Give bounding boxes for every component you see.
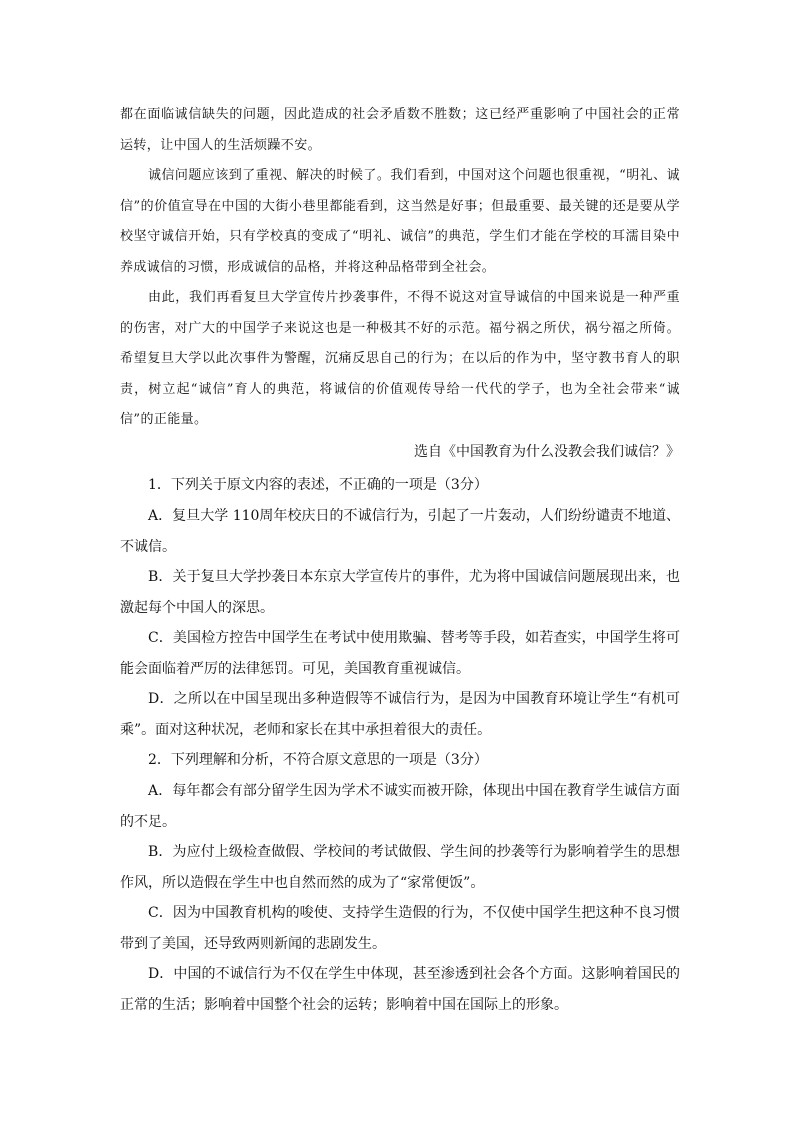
question-1-option-a: A．复旦大学 110周年校庆日的不诚信行为，引起了一片轰动，人们纷纷谴责不地道、不诚信。: [120, 508, 680, 555]
question-2-option-a: A．每年都会有部分留学生因为学术不诚实而被开除，体现出中国在教育学生诚信方面的不足。: [120, 783, 680, 830]
question-2-stem: 2．下列理解和分析，不符合原文意思的一项是（3分）: [148, 752, 488, 768]
question-2-option-c: C．因为中国教育机构的唆使、支持学生造假的行为，不仅使中国学生把这种不良习惯带到了美国，还导致两则新闻的悲剧发生。: [120, 905, 680, 952]
question-1-stem: 1．下列关于原文内容的表述，不正确的一项是（3分）: [148, 477, 488, 493]
article-paragraph-1: 都在面临诚信缺失的问题，因此造成的社会矛盾数不胜数；这已经严重影响了中国社会的正常运转，让中国人的生活烦躁不安。: [120, 107, 680, 153]
article-paragraph-2: 诚信问题应该到了重视、解决的时候了。我们看到，中国对这个问题也很重视，“明礼、诚信”的价值宣导在中国的大街小巷里都能看到，这当然是好事；但最重要、最关键的还是要从学校坚守诚信开始，只有学校真的变成了“明礼、诚信”的典范，学生们才能在学校的耳濡目染中养成诚信的习惯，形成诚信的品格，并将这种品格带到全社会。: [120, 168, 680, 275]
question-2-option-b: B．为应付上级检查做假、学校间的考试做假、学生间的抄袭等行为影响着学生的思想作风，所以造假在学生中也自然而然的成为了“家常便饭”。: [120, 844, 680, 891]
article-paragraph-3: 由此，我们再看复旦大学宣传片抄袭事件，不得不说这对宣导诚信的中国来说是一种严重的伤害，对广大的中国学子来说这也是一种极其不好的示范。福兮祸之所伏，祸兮福之所倚。希望复旦大学以此次事件为警醒，沉痛反思自己的行为；在以后的作为中，坚守教书育人的职责，树立起“诚信”育人的典范，将诚信的价值观传导给一代代的学子，也为全社会带来“诚信”的正能量。: [120, 290, 680, 427]
question-1-option-b: B．关于复旦大学抄袭日本东京大学宣传片的事件，尤为将中国诚信问题展现出来，也激起每个中国人的深思。: [120, 569, 680, 616]
question-2-option-d: D．中国的不诚信行为不仅在学生中体现，甚至渗透到社会各个方面。这影响着国民的正常的生活；影响着中国整个社会的运转；影响着中国在国际上的形象。: [120, 966, 680, 1013]
article-source: 选自《中国教育为什么没教会我们诚信？》: [414, 444, 680, 460]
question-1-option-d: D．之所以在中国呈现出多种造假等不诚信行为，是因为中国教育环境让学生“有机可乘”。面对这种状况，老师和家长在其中承担着很大的责任。: [120, 691, 680, 738]
question-1-option-c: C．美国检方控告中国学生在考试中使用欺骗、替考等手段，如若查实，中国学生将可能会面临着严厉的法律惩罚。可见，美国教育重视诚信。: [120, 630, 680, 677]
